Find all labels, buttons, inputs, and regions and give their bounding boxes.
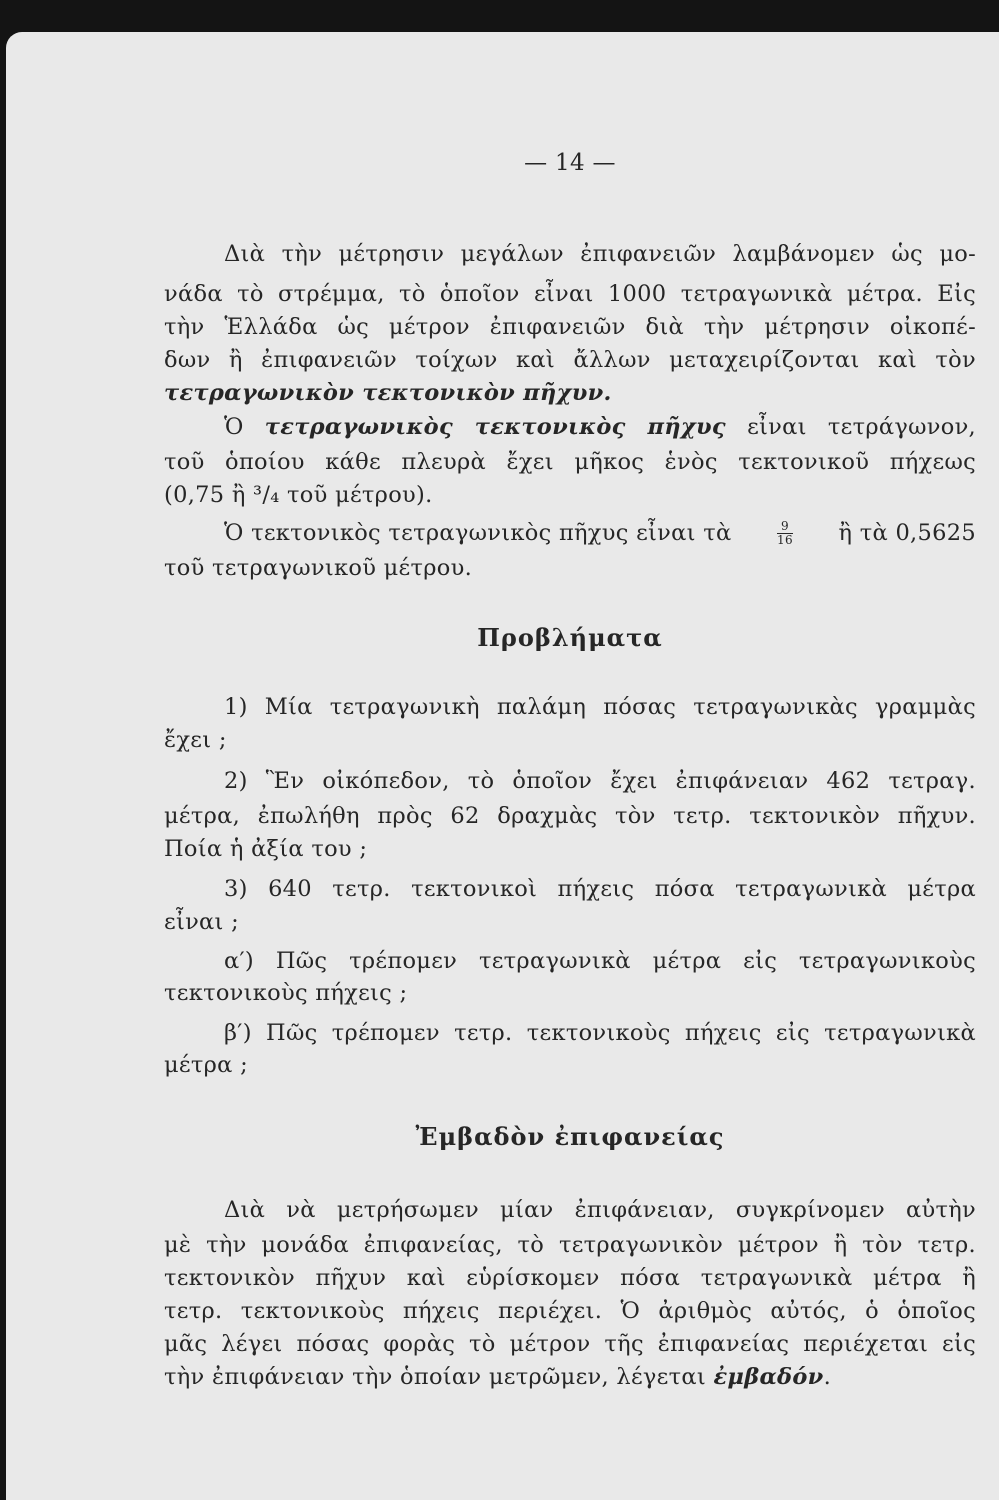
text-span: τὴν ἐπιφάνειαν τὴν ὁποίαν μετρῶμεν, λέγεται bbox=[164, 1364, 714, 1390]
problem-line: μέτρα, ἐπωλήθη πρὸς 62 δραχμὰς τὸν τετρ. τεκτονικὸν πῆχυν. bbox=[164, 803, 976, 829]
text-line: δων ἢ ἐπιφανειῶν τοίχων καὶ ἄλλων μεταχειρίζονται καὶ τὸν bbox=[164, 347, 976, 373]
text-line: Διὰ νὰ μετρήσωμεν μίαν ἐπιφάνειαν, συγκρίνομεν αὐτὴν bbox=[224, 1197, 976, 1223]
text-span: Ὁ bbox=[224, 414, 265, 440]
problem-line: 1) Μία τετραγωνικὴ παλάμη πόσας τετραγωνικὰς γραμμὰς bbox=[224, 694, 976, 720]
text-span: . bbox=[823, 1364, 832, 1390]
section-heading: Προβλήματα bbox=[477, 623, 663, 652]
text-line: (0,75 ἢ ³/₄ τοῦ μέτρου). bbox=[164, 482, 433, 508]
problem-line: μέτρα ; bbox=[164, 1052, 248, 1078]
text-line: τετρ. τεκτονικοὺς πήχεις περιέχει. Ὁ ἀριθμὸς αὐτός, ὁ ὁποῖος bbox=[164, 1298, 976, 1324]
fraction-numerator: 9 bbox=[777, 520, 793, 534]
problem-line: εἶναι ; bbox=[164, 909, 240, 935]
problem-line: 3) 640 τετρ. τεκτονικοὶ πήχεις πόσα τετραγωνικὰ μέτρα bbox=[224, 876, 976, 902]
problem-line: α′) Πῶς τρέπομεν τετραγωνικὰ μέτρα εἰς τετραγωνικοὺς bbox=[224, 948, 976, 974]
text-line: νάδα τὸ στρέμμα, τὸ ὁποῖον εἶναι 1000 τετραγωνικὰ μέτρα. Εἰς bbox=[164, 281, 976, 307]
definition-line bbox=[164, 412, 976, 442]
term-emphasis: ἐμβαδόν bbox=[713, 1364, 824, 1390]
definition-line bbox=[164, 1362, 976, 1392]
section-heading: Ἐμβαδὸν ἐπιφανείας bbox=[415, 1122, 725, 1151]
problem-line: β′) Πῶς τρέπομεν τετρ. τεκτονικοὺς πήχεις εἰς τετραγωνικὰ bbox=[224, 1020, 976, 1046]
text-span: ἢ τὰ 0,5625 bbox=[838, 520, 976, 546]
text-span: Ὁ τεκτονικὸς τετραγωνικὸς πῆχυς εἶναι τὰ bbox=[224, 520, 732, 546]
fraction bbox=[777, 520, 793, 547]
text-line: τεκτονικὸν πῆχυν καὶ εὑρίσκομεν πόσα τετραγωνικὰ μέτρα ἢ bbox=[164, 1265, 976, 1291]
text-line: τετραγωνικὸν τεκτονικὸν πῆχυν. bbox=[164, 380, 612, 406]
problem-line: ἔχει ; bbox=[164, 727, 227, 753]
book-page bbox=[6, 32, 999, 1500]
fraction-denominator: 16 bbox=[777, 532, 793, 547]
text-line: Διὰ τὴν μέτρησιν μεγάλων ἐπιφανειῶν λαμβάνομεν ὡς μο- bbox=[224, 241, 976, 267]
problem-line: Ποία ἡ ἀξία του ; bbox=[164, 836, 368, 862]
problem-line: τεκτονικοὺς πήχεις ; bbox=[164, 980, 408, 1006]
page-number: — 14 — bbox=[524, 150, 616, 176]
text-line: τοῦ τετραγωνικοῦ μέτρου. bbox=[164, 555, 473, 581]
text-line: μὲ τὴν μονάδα ἐπιφανείας, τὸ τετραγωνικὸν μέτρον ἢ τὸν τετρ. bbox=[164, 1232, 976, 1258]
text-span: εἶναι τετράγωνον, bbox=[725, 414, 976, 440]
text-line: μᾶς λέγει πόσας φορὰς τὸ μέτρον τῆς ἐπιφανείας περιέχεται εἰς bbox=[164, 1331, 976, 1357]
fraction-line bbox=[164, 518, 976, 548]
term-emphasis: τετραγωνικὸς τεκτονικὸς πῆχυς bbox=[264, 414, 726, 440]
text-line: τὴν Ἑλλάδα ὡς μέτρον ἐπιφανειῶν διὰ τὴν μέτρησιν οἰκοπέ- bbox=[164, 314, 976, 340]
problem-line: 2) Ἓν οἰκόπεδον, τὸ ὁποῖον ἔχει ἐπιφάνειαν 462 τετραγ. bbox=[224, 768, 976, 794]
text-line: τοῦ ὁποίου κάθε πλευρὰ ἔχει μῆκος ἑνὸς τεκτονικοῦ πήχεως bbox=[164, 449, 976, 475]
